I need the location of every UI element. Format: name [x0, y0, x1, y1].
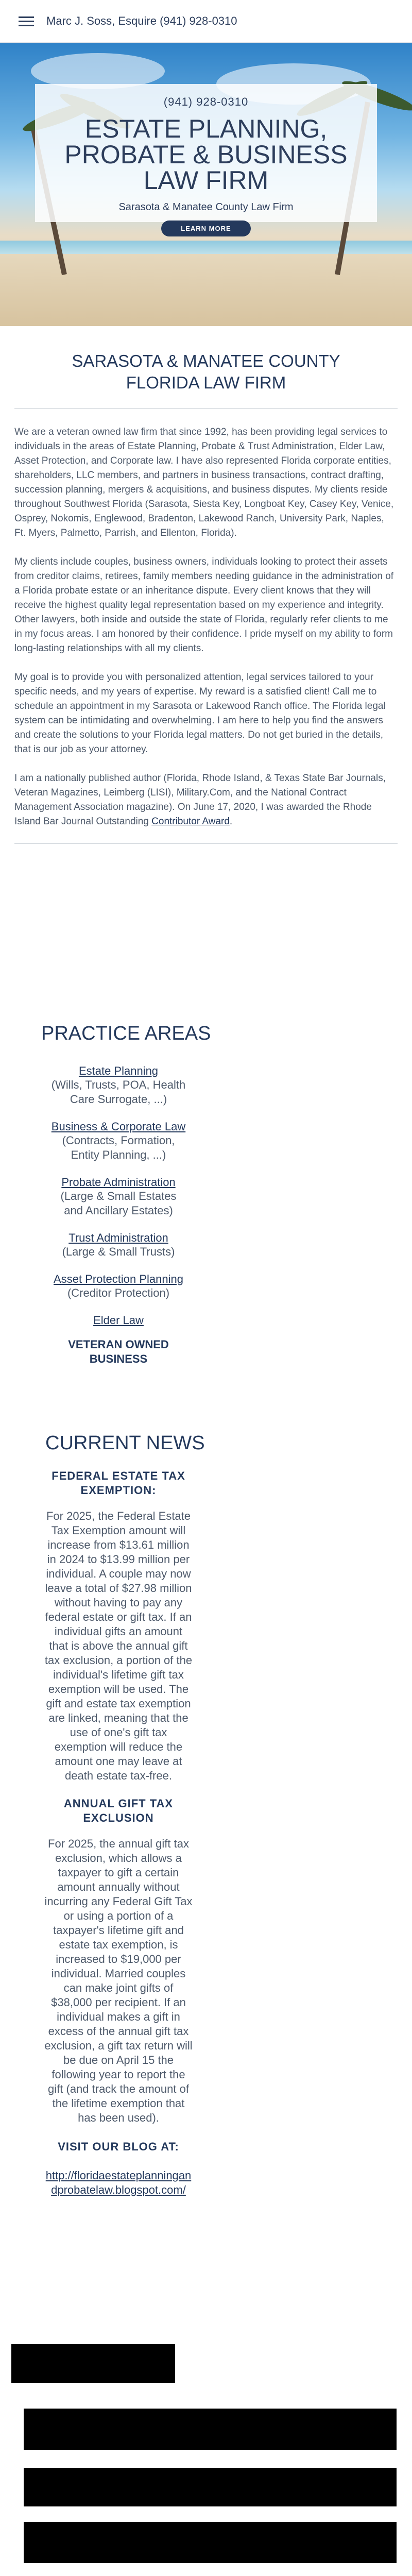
practice-area-item: [0, 1120, 237, 1162]
news-item-title: FEDERAL ESTATE TAX EXEMPTION:: [52, 1469, 185, 1497]
veteran-owned-label: VETERAN OWNED BUSINESS: [68, 1338, 169, 1365]
news-item-title: ANNUAL GIFT TAX EXCLUSION: [63, 1797, 174, 1824]
practice-area-link[interactable]: Trust Administration: [68, 1231, 168, 1244]
divider: [14, 843, 398, 844]
practice-area-desc: (Wills, Trusts, POA, Health Care Surrogate, ...): [51, 1078, 186, 1106]
about-paragraph-2: My clients include couples, business owners, individuals looking to protect their assets from creditor claims, retirees, family members needing guidance in the administration of a Florida probate estate or an inheritance dispute. Every client knows that they will receive the highest quality legal representation based on my experience and integrity. Other lawyers, both inside and outside the state of Florida, regularly refer clients to me in my focus areas. I am honored by their confidence. I pride myself on my ability to form long-lasting relationships with all my clients.: [14, 556, 394, 654]
news-item-body: For 2025, the annual gift tax exclusion, which allows a taxpayer to gift a certain amount annually without incurring any Federal Gift Tax or using a portion of a taxpayer's lifetime gift and estate tax exemption, is increased to $19,000 per individual. Married couples can make joint gifts of $38,000 per recipient. If an individual makes a gift in excess of the annual gift tax exclusion, a gift tax return will be due on April 15 the following year to report the gift (and track the amount of the lifetime exemption that has been used).: [44, 1837, 193, 2124]
hero-phone[interactable]: (941) 928-0310: [163, 95, 249, 108]
about-paragraph-4: [14, 771, 398, 829]
news-content: [0, 1469, 237, 2197]
practice-area-desc: (Large & Small Trusts): [62, 1245, 175, 1258]
about-paragraph-4-text: I am a nationally published author (Florida, Rhode Island, & Texas State Bar Journals, Veteran Magazines, Leimberg (LISI), Military.Com, and the National Contract Management Association magazine). On June 17, 2020, I was awarded the Rhode Island Bar Journal Outstanding: [14, 773, 386, 827]
contributor-award-link[interactable]: Contributor Award: [151, 816, 230, 827]
about-section: [0, 350, 412, 844]
practice-areas-section: [0, 1023, 237, 1366]
blacked-out-block: [24, 2522, 397, 2563]
practice-area-item: [0, 1064, 237, 1107]
practice-area-desc: (Creditor Protection): [67, 1286, 170, 1299]
header-title: Marc J. Soss, Esquire (941) 928-0310: [46, 14, 237, 27]
hero-title: ESTATE PLANNING, PROBATE & BUSINESS LAW FIRM: [64, 114, 348, 195]
hero-card: [35, 84, 377, 232]
about-title: SARASOTA & MANATEE COUNTY FLORIDA LAW FIRM: [72, 351, 340, 392]
current-news-section: [0, 1432, 237, 2197]
about-paragraph-1: We are a veteran owned law firm that since 1992, has been providing legal services to individuals in the areas of Estate Planning, Probate & Trust Administration, Elder Law, Asset Protection, and Corporate law. I have also represented Florida corporate entities, shareholders, LLC members, and partners in business transactions, contract drafting, succession planning, mergers & acquisitions, and business disputes. My clients reside throughout Southwest Florida (Sarasota, Siesta Key, Longboat Key, Casey Key, Venice, Osprey, Nokomis, Englewood, Bradenton, Lakewood Ranch, University Park, Naples, Ft. Myers, Palmetto, Parrish, and Ellenton, Florida).: [14, 427, 394, 538]
hero-section: [0, 43, 412, 326]
practice-area-item: [0, 1176, 237, 1218]
blacked-out-block: [24, 2468, 397, 2506]
blog-title: VISIT OUR BLOG AT:: [58, 2140, 179, 2153]
practice-area-link[interactable]: Asset Protection Planning: [54, 1273, 183, 1285]
practice-area-item: [0, 1314, 237, 1327]
learn-more-button[interactable]: LEARN MORE: [161, 221, 250, 236]
about-paragraph-4-end: .: [229, 816, 233, 827]
current-news-heading: CURRENT NEWS: [45, 1432, 205, 1454]
practice-areas-heading: PRACTICE AREAS: [41, 1023, 211, 1044]
practice-area-link[interactable]: Estate Planning: [78, 1064, 159, 1077]
top-bar: [0, 0, 412, 43]
practice-area-link[interactable]: Probate Administration: [61, 1176, 176, 1189]
news-item-body: For 2025, the Federal Estate Tax Exemption amount will increase from $13.61 million in 2024 to $13.99 million per individual. A couple may now leave a total of $27.98 million without having to pay any federal estate or gift tax. If an individual gifts an amount that is above the annual gift tax exclusion, a portion of the individual's lifetime gift tax exemption will be used. The gift and estate tax exemption are linked, meaning that the use of one's gift tax exemption will reduce the amount one may leave at death estate tax-free.: [44, 1510, 193, 1782]
blacked-out-block: [11, 2344, 175, 2383]
about-paragraph-3: My goal is to provide you with personalized attention, legal services tailored to your specific needs, and my years of expertise. My reward is a satisfied client! Call me to schedule an appointment in my Sarasota or Lakewood Ranch office. The Florida legal system can be intimidating and overwhelming. I am here to help you find the answers and create the solutions to your Florida legal matters. Do not get buried in the details, that is our job as your attorney.: [14, 672, 386, 755]
practice-area-list: [0, 1064, 237, 1366]
practice-area-desc: (Contracts, Formation, Entity Planning, ...): [62, 1134, 175, 1161]
practice-area-item: [0, 1231, 237, 1259]
practice-area-item: [0, 1273, 237, 1300]
divider: [14, 408, 398, 409]
hamburger-menu-icon[interactable]: [19, 14, 34, 29]
practice-area-link[interactable]: Business & Corporate Law: [51, 1120, 186, 1133]
hero-subtitle: Sarasota & Manatee County Law Firm: [118, 201, 294, 213]
practice-area-link[interactable]: Elder Law: [93, 1314, 144, 1327]
practice-area-desc: (Large & Small Estates and Ancillary Estates): [60, 1190, 177, 1217]
blog-link[interactable]: http://floridaestateplanningandprobatelaw.blogspot.com/: [45, 2169, 192, 2196]
blacked-out-block: [24, 2409, 397, 2450]
